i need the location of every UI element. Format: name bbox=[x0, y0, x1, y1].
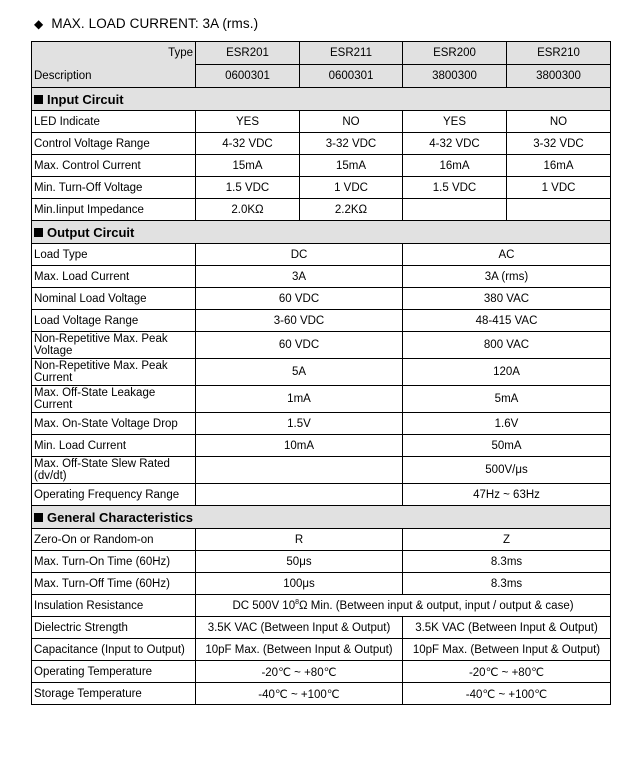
cell: 15mA bbox=[300, 155, 403, 177]
ac-cell: AC bbox=[403, 244, 611, 266]
table-row bbox=[32, 617, 611, 639]
ac-cell: 48-415 VAC bbox=[403, 310, 611, 332]
row-label: Load Type bbox=[32, 244, 196, 266]
model-cell: ESR210 bbox=[507, 42, 611, 65]
description-cell: 3800300 bbox=[507, 65, 611, 88]
cell: 1 VDC bbox=[300, 177, 403, 199]
row-label: Max. Off-State Slew Rated (dv/dt) bbox=[32, 457, 196, 484]
square-bullet-icon bbox=[34, 95, 43, 104]
section-input-circuit bbox=[32, 88, 611, 111]
cell: 4-32 VDC bbox=[196, 133, 300, 155]
page-heading bbox=[34, 16, 258, 31]
dc-cell: -20℃ ~ +80℃ bbox=[196, 661, 403, 683]
table-row bbox=[32, 573, 611, 595]
cell: 4-32 VDC bbox=[403, 133, 507, 155]
section-output-circuit bbox=[32, 221, 611, 244]
table-row bbox=[32, 386, 611, 413]
dc-cell: -40℃ ~ +100℃ bbox=[196, 683, 403, 705]
dc-cell: 10pF Max. (Between Input & Output) bbox=[196, 639, 403, 661]
row-label: Non-Repetitive Max. Peak Current bbox=[32, 359, 196, 386]
dc-cell: 3.5K VAC (Between Input & Output) bbox=[196, 617, 403, 639]
table-row bbox=[32, 413, 611, 435]
table-row bbox=[32, 133, 611, 155]
ac-cell: 3A (rms) bbox=[403, 266, 611, 288]
dc-cell: 5A bbox=[196, 359, 403, 386]
dc-cell: 3-60 VDC bbox=[196, 310, 403, 332]
row-label: Non-Repetitive Max. Peak Voltage bbox=[32, 332, 196, 359]
cell: 1.5 VDC bbox=[196, 177, 300, 199]
row-label: Storage Temperature bbox=[32, 683, 196, 705]
table-row bbox=[32, 484, 611, 506]
dc-cell: R bbox=[196, 529, 403, 551]
ac-cell: 800 VAC bbox=[403, 332, 611, 359]
table-row bbox=[32, 288, 611, 310]
row-label: Load Voltage Range bbox=[32, 310, 196, 332]
dc-cell bbox=[196, 457, 403, 484]
row-label: Max. Control Current bbox=[32, 155, 196, 177]
dc-cell: 50μs bbox=[196, 551, 403, 573]
cell: 16mA bbox=[507, 155, 611, 177]
table-row bbox=[32, 529, 611, 551]
description-label: Description bbox=[32, 65, 196, 88]
ac-cell: 10pF Max. (Between Input & Output) bbox=[403, 639, 611, 661]
table-row bbox=[32, 310, 611, 332]
cell bbox=[403, 199, 507, 221]
table-row bbox=[32, 266, 611, 288]
section-title: General Characteristics bbox=[32, 506, 611, 529]
dc-cell: 3A bbox=[196, 266, 403, 288]
section-title: Output Circuit bbox=[32, 221, 611, 244]
dc-cell: 60 VDC bbox=[196, 288, 403, 310]
row-label: Insulation Resistance bbox=[32, 595, 196, 617]
row-label: Dielectric Strength bbox=[32, 617, 196, 639]
row-label: Max. Turn-Off Time (60Hz) bbox=[32, 573, 196, 595]
table-row bbox=[32, 435, 611, 457]
cell bbox=[507, 199, 611, 221]
square-bullet-icon bbox=[34, 513, 43, 522]
table-row bbox=[32, 177, 611, 199]
ac-cell: 380 VAC bbox=[403, 288, 611, 310]
header-row-description bbox=[32, 65, 611, 88]
cell: NO bbox=[507, 111, 611, 133]
table-row bbox=[32, 244, 611, 266]
ac-cell: -20℃ ~ +80℃ bbox=[403, 661, 611, 683]
ac-cell: 50mA bbox=[403, 435, 611, 457]
cell: 1 VDC bbox=[507, 177, 611, 199]
description-cell: 0600301 bbox=[300, 65, 403, 88]
cell: 15mA bbox=[196, 155, 300, 177]
row-label: Operating Frequency Range bbox=[32, 484, 196, 506]
row-label: Zero-On or Random-on bbox=[32, 529, 196, 551]
row-label: LED Indicate bbox=[32, 111, 196, 133]
cell: 1.5 VDC bbox=[403, 177, 507, 199]
ac-cell: 47Hz ~ 63Hz bbox=[403, 484, 611, 506]
dc-cell: 1.5V bbox=[196, 413, 403, 435]
cell: YES bbox=[403, 111, 507, 133]
row-label: Capacitance (Input to Output) bbox=[32, 639, 196, 661]
cell: 3-32 VDC bbox=[300, 133, 403, 155]
diamond-bullet-icon: ◆ bbox=[34, 17, 44, 31]
row-label: Min. Load Current bbox=[32, 435, 196, 457]
table-row bbox=[32, 457, 611, 484]
dc-cell: 100μs bbox=[196, 573, 403, 595]
row-label: Min. Turn-Off Voltage bbox=[32, 177, 196, 199]
dc-cell: 10mA bbox=[196, 435, 403, 457]
cell: 3-32 VDC bbox=[507, 133, 611, 155]
row-label: Operating Temperature bbox=[32, 661, 196, 683]
table-row bbox=[32, 551, 611, 573]
cell: 16mA bbox=[403, 155, 507, 177]
model-cell: ESR200 bbox=[403, 42, 507, 65]
ac-cell: 1.6V bbox=[403, 413, 611, 435]
table-row bbox=[32, 111, 611, 133]
cell: 2.0KΩ bbox=[196, 199, 300, 221]
dc-cell: DC bbox=[196, 244, 403, 266]
row-label: Max. On-State Voltage Drop bbox=[32, 413, 196, 435]
row-label: Max. Load Current bbox=[32, 266, 196, 288]
row-label: Nominal Load Voltage bbox=[32, 288, 196, 310]
ac-cell: -40℃ ~ +100℃ bbox=[403, 683, 611, 705]
cell: 2.2KΩ bbox=[300, 199, 403, 221]
table-row bbox=[32, 332, 611, 359]
table-row bbox=[32, 199, 611, 221]
model-cell: ESR211 bbox=[300, 42, 403, 65]
dc-cell bbox=[196, 484, 403, 506]
table-row bbox=[32, 155, 611, 177]
table-row bbox=[32, 359, 611, 386]
heading-text: MAX. LOAD CURRENT: 3A (rms.) bbox=[51, 16, 259, 31]
ac-cell: Z bbox=[403, 529, 611, 551]
table-row bbox=[32, 661, 611, 683]
ac-cell: 120A bbox=[403, 359, 611, 386]
dc-cell: 1mA bbox=[196, 386, 403, 413]
row-label: Max. Off-State Leakage Current bbox=[32, 386, 196, 413]
ac-cell: 500V/μs bbox=[403, 457, 611, 484]
full-width-cell: DC 500V $10^8\Omega$ Min. (Between input & output, input / output & case) bbox=[196, 595, 611, 617]
header-row-type bbox=[32, 42, 611, 65]
ac-cell: 3.5K VAC (Between Input & Output) bbox=[403, 617, 611, 639]
ac-cell: 8.3ms bbox=[403, 573, 611, 595]
description-cell: 0600301 bbox=[196, 65, 300, 88]
model-cell: ESR201 bbox=[196, 42, 300, 65]
dc-cell: 60 VDC bbox=[196, 332, 403, 359]
table-row bbox=[32, 639, 611, 661]
square-bullet-icon bbox=[34, 228, 43, 237]
cell: NO bbox=[300, 111, 403, 133]
specification-table bbox=[31, 41, 611, 705]
type-label: Type bbox=[32, 42, 196, 65]
ac-cell: 5mA bbox=[403, 386, 611, 413]
row-label: Max. Turn-On Time (60Hz) bbox=[32, 551, 196, 573]
table-row bbox=[32, 683, 611, 705]
table-row bbox=[32, 595, 611, 617]
row-label: Min.Iinput Impedance bbox=[32, 199, 196, 221]
cell: YES bbox=[196, 111, 300, 133]
row-label: Control Voltage Range bbox=[32, 133, 196, 155]
section-general-characteristics bbox=[32, 506, 611, 529]
ac-cell: 8.3ms bbox=[403, 551, 611, 573]
section-title: Input Circuit bbox=[32, 88, 611, 111]
description-cell: 3800300 bbox=[403, 65, 507, 88]
